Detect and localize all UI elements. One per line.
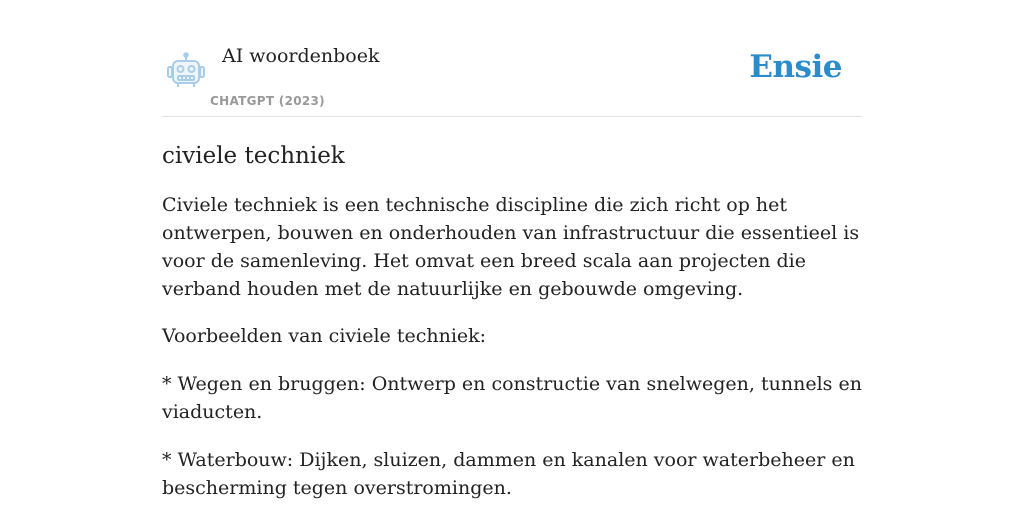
entry-title: civiele techniek — [162, 143, 345, 169]
example-item-roads: * Wegen en bruggen: Ontwerp en constructie van snelwegen, tunnels en viaducten. — [162, 373, 862, 423]
entry-header — [162, 0, 862, 117]
page-container — [162, 0, 862, 502]
source-subtitle: CHATGPT (2023) — [210, 94, 325, 108]
source-title[interactable]: AI woordenboek — [222, 45, 380, 67]
example-item-water: * Waterbouw: Dijken, sluizen, dammen en kanalen voor waterbeheer en bescherming tegen overstromingen. — [162, 449, 855, 499]
examples-heading: Voorbeelden van civiele techniek: — [162, 325, 487, 347]
definition-paragraph: Civiele techniek is een technische discipline die zich richt op het ontwerpen, bouwen en onderhouden van infrastructuur die essentieel is voor de samenleving. Het omvat een breed scala aan projecten die verband houden met de natuurlijke en gebouwde omgeving. — [162, 194, 860, 300]
robot-icon — [166, 52, 206, 90]
brand-logo[interactable]: Ensie — [749, 49, 842, 85]
